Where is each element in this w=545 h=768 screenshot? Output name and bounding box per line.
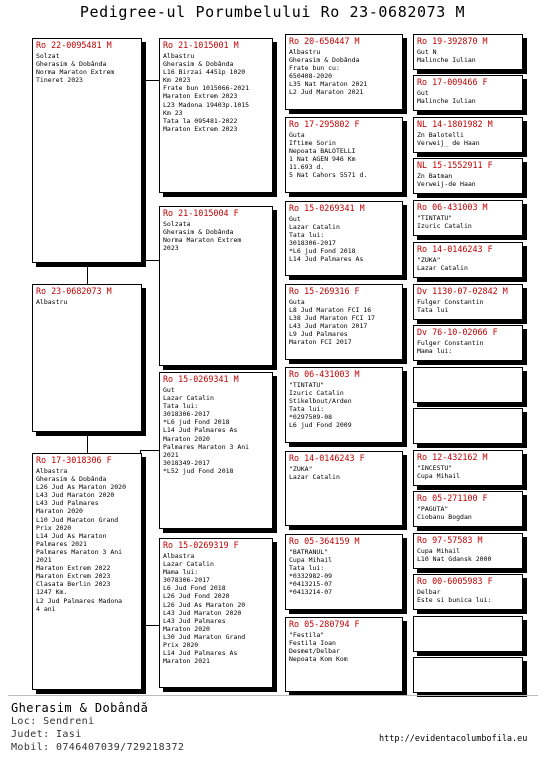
ancestor-card-4-16[interactable]	[413, 657, 523, 693]
card-details: Gut Malinche Iulian	[417, 89, 476, 106]
ancestor-card-3-8[interactable]	[285, 617, 403, 692]
card-details: Zn Balotelli Verweij_ de Haan	[417, 131, 480, 148]
ancestor-card-4-1[interactable]	[413, 34, 523, 70]
breeder-location: Loc: Sendreni	[11, 716, 95, 727]
card-details: Albastru Gherasim & Dobânda L16 Birzai 4451p 1020 Km 2023 Frate bun 1015066-2021 Maraton Extrem 2023 L23 Madona 19403p.1015 Km 23 Tata la 095481-2022 Maraton Extrem 2023	[163, 52, 250, 133]
ring-number: NL 15-1552911 F	[417, 160, 493, 170]
ring-number: Ro 21-1015004 F	[163, 208, 239, 218]
maternal-granddam-card[interactable]	[159, 538, 273, 688]
ring-number: Ro 15-0269319 F	[163, 540, 239, 550]
card-details: "BATRANUL" Cupa Mihail Tata lui: *0332982-09 *0413215-07 *0413214-07	[289, 548, 333, 597]
ring-number: Ro 21-1015001 M	[163, 40, 239, 50]
maternal-grandsire-card[interactable]	[159, 372, 273, 529]
card-details: Guta L8 Jud Maraton FCI 16 L38 Jud Maraton FCI 17 L43 Jud Maraton 2017 L9 Jud Palmares Maraton FCI 2017	[289, 298, 376, 347]
ring-number: Ro 05-364159 M	[289, 536, 360, 546]
breeder-name: Gherasim & Dobândă	[11, 701, 149, 715]
ancestor-card-4-7[interactable]	[413, 284, 523, 320]
card-details: "TINTATU" Izuric Catalin	[417, 214, 472, 231]
ancestor-card-3-2[interactable]	[285, 117, 403, 193]
card-details: "ZUKA" Lazar Catalin	[289, 465, 340, 482]
ring-number	[414, 617, 522, 620]
ring-number: Ro 19-392870 M	[417, 36, 488, 46]
ring-number: Ro 05-280794 F	[289, 619, 360, 629]
ring-number: Ro 97-57583 M	[417, 535, 483, 545]
card-details: "PAGUTA" Ciobanu Bogdan	[417, 505, 472, 522]
card-details: Delbar Este si bunica lui:	[417, 588, 492, 605]
connector-line	[140, 80, 159, 81]
ancestor-card-4-5[interactable]	[413, 200, 523, 236]
ancestor-card-4-11[interactable]	[413, 450, 523, 486]
ring-number: Ro 23-0682073 M	[36, 286, 112, 296]
ancestor-card-3-7[interactable]	[285, 534, 403, 610]
connector-line	[87, 262, 88, 284]
ancestor-card-4-14[interactable]	[413, 574, 523, 610]
ancestor-card-4-8[interactable]	[413, 325, 523, 361]
ring-number: Ro 15-269316 F	[289, 286, 360, 296]
paternal-granddam-card[interactable]	[159, 206, 273, 366]
ring-number: Ro 12-432162 M	[417, 452, 488, 462]
ring-number	[414, 409, 522, 412]
ancestor-card-4-10[interactable]	[413, 408, 523, 444]
card-details: "Festila" Festila Ioan Desmet/Delbar Nepoata Kom Kom	[289, 631, 348, 664]
card-details: Albastru	[36, 298, 68, 306]
ancestor-card-4-13[interactable]	[413, 533, 523, 569]
ancestor-card-4-3[interactable]	[413, 117, 523, 153]
ring-number: Ro 00-6005983 F	[417, 576, 493, 586]
ring-number: Ro 14-0146243 F	[289, 453, 365, 463]
ancestor-card-4-6[interactable]	[413, 242, 523, 278]
ancestor-card-3-1[interactable]	[285, 34, 403, 110]
ancestor-card-3-3[interactable]	[285, 201, 403, 276]
card-details: Solzat Gherasim & Dobânda Norma Maraton Extrem Tineret 2023	[36, 52, 115, 85]
ring-number: Ro 14-0146243 F	[417, 244, 493, 254]
ring-number: Ro 05-271100 F	[417, 493, 488, 503]
ancestor-card-4-15[interactable]	[413, 616, 523, 652]
connector-line	[140, 260, 159, 261]
ring-number: Ro 20-650447 M	[289, 36, 360, 46]
card-details: Zn Batman Verweij-de Haan	[417, 172, 476, 189]
card-details: Fulger Constantin Tata lui	[417, 298, 484, 315]
ring-number: Ro 17-3018306 F	[36, 455, 112, 465]
ring-number: Ro 17-295802 F	[289, 119, 360, 129]
ring-number: Ro 06-431003 M	[289, 369, 360, 379]
card-details: Albastra Lazar Catalin Mama lui: 3078306-2017 L6 Jud Fond 2018 L26 Jud Fond 2020 L26 Jud As Maraton 20 L43 Jud Maraton 2020 L43 Jud Palmares Maraton 2020 L30 Jud Maraton Grand Prix 2020 L14 Jud Palmares As Maraton 2021	[163, 552, 246, 666]
card-details: Albastra Gherasim & Dobânda L26 Jud As Maraton 2020 L43 Jud Maraton 2020 L43 Jud Palmares Maraton 2020 L10 Jud Maraton Grand Prix 2020 L14 Jud As Maraton Palmares 2021 Palmares Maraton 3 Ani 2021 Maraton Extrem 2022 Maraton Extrem 2023 Clasata Berlin 2023 1247 Km. L2 Jud Palmares Madona 4 ani	[36, 467, 127, 613]
card-details: Guta Iftime Sorin Nepoata BALOTELLI 1 Nat AGEN 946 Km 11.693 d. 5 Nat Cahors 5571 d.	[289, 131, 368, 180]
ancestor-card-4-12[interactable]	[413, 491, 523, 527]
ancestor-card-3-5[interactable]	[285, 367, 403, 443]
card-details: "INCESTU" Cupa Mihail	[417, 464, 461, 481]
card-details: "ZUKA" Lazar Catalin	[417, 256, 468, 273]
ring-number: Dv 1130-07-02842 M	[417, 286, 508, 296]
card-details: "TINTATU" Izuric Catalin Stikelbout/Arden Tata lui: *0297509-08 L6 jud Fond 2009	[289, 381, 352, 430]
website-link[interactable]: http://evidentacolumbofila.eu	[379, 734, 528, 744]
father-card[interactable]	[32, 38, 142, 263]
card-details: Fulger Constantin Mama lui:	[417, 339, 484, 356]
card-details: Gut Lazar Catalin Tata lui: 3018306-2017 *L6 jud Fond 2018 L14 Jud Palmares As	[289, 215, 364, 264]
subject-card[interactable]	[32, 284, 142, 432]
card-details: Cupa Mihail L10 Nat Gdansk 2000	[417, 547, 492, 564]
footer-divider	[8, 695, 538, 696]
connector-line	[87, 431, 88, 453]
ring-number: Dv 76-10-02066 F	[417, 327, 498, 337]
ring-number: Ro 22-0095481 M	[36, 40, 112, 50]
card-details: Gut Lazar Catalin Tata lui: 3018306-2017 *L6 jud Fond 2018 L14 Jud Palmares As Maraton 2020 Palmares Maraton 3 Ani 2021 3018349-2017 *L52 jud Fond 2018	[163, 386, 250, 475]
ancestor-card-3-4[interactable]	[285, 284, 403, 360]
breeder-phone: Mobil: 0746407039/729218372	[11, 742, 185, 753]
card-details: Albastru Gherasim & Dobânda Frate bun cu: 650408-2020 L35 Nat Maraton 2021 L2 Jud Maraton 2021	[289, 48, 368, 97]
ring-number: NL 14-1801982 M	[417, 119, 493, 129]
ancestor-card-4-4[interactable]	[413, 158, 523, 194]
connector-line	[140, 450, 159, 451]
ancestor-card-4-2[interactable]	[413, 75, 523, 111]
paternal-grandsire-card[interactable]	[159, 38, 273, 193]
ring-number: Ro 17-009466 F	[417, 77, 488, 87]
card-details: Gut N Malinche Iulian	[417, 48, 476, 65]
connector-line	[140, 625, 159, 626]
breeder-county: Judet: Iasi	[11, 729, 82, 740]
ring-number: Ro 15-0269341 M	[163, 374, 239, 384]
ring-number: Ro 06-431003 M	[417, 202, 488, 212]
page-title: Pedigree-ul Porumbelului Ro 23-0682073 M	[79, 3, 466, 21]
ancestor-card-4-9[interactable]	[413, 367, 523, 403]
ring-number	[414, 658, 522, 661]
ring-number: Ro 15-0269341 M	[289, 203, 365, 213]
mother-card[interactable]	[32, 453, 142, 690]
ancestor-card-3-6[interactable]	[285, 451, 403, 526]
ring-number	[414, 368, 522, 371]
card-details: Solzata Gherasim & Dobânda Norma Maraton Extrem 2023	[163, 220, 242, 253]
